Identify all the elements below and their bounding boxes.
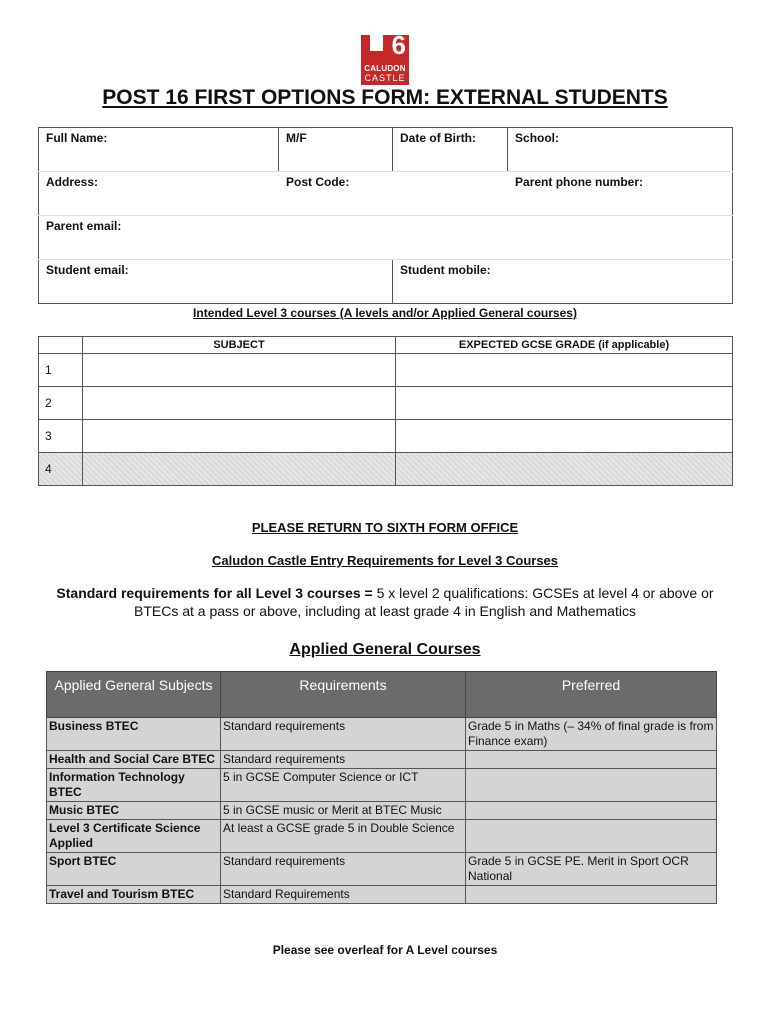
subject-cell: Level 3 Certificate Science Applied: [47, 820, 221, 853]
courses-header-subject: SUBJECT: [83, 337, 396, 354]
preferred-cell: [466, 886, 717, 904]
applied-general-table: [46, 671, 717, 904]
student-details-table: [38, 127, 733, 304]
course-subject-input[interactable]: [83, 387, 396, 420]
overleaf-note: Please see overleaf for A Level courses: [272, 943, 498, 957]
preferred-cell: [466, 751, 717, 769]
preferred-cell: Grade 5 in Maths (– 34% of final grade is from Finance exam): [466, 718, 717, 751]
course-row: [39, 354, 733, 387]
address-label: Address:: [46, 175, 99, 189]
parent-email-field[interactable]: [39, 216, 733, 260]
course-row-number: 4: [39, 453, 83, 486]
requirement-cell: At least a GCSE grade 5 in Double Science: [221, 820, 466, 853]
full-name-field[interactable]: [39, 128, 279, 172]
table-row: [47, 820, 717, 853]
course-grade-input[interactable]: [396, 387, 733, 420]
intended-courses-table: [38, 336, 733, 486]
gender-label: M/F: [286, 131, 307, 145]
school-field[interactable]: [508, 128, 733, 172]
parent-phone-label: Parent phone number:: [515, 175, 644, 189]
course-row-number: 3: [39, 420, 83, 453]
standard-requirements-text: [40, 584, 730, 620]
logo-notch: [370, 35, 383, 51]
courses-header-grade: EXPECTED GCSE GRADE (if applicable): [396, 337, 733, 354]
courses-header-number: [39, 337, 83, 354]
requirement-cell: 5 in GCSE Computer Science or ICT: [221, 769, 466, 802]
subject-cell: Travel and Tourism BTEC: [47, 886, 221, 904]
dob-label: Date of Birth:: [400, 131, 477, 145]
return-instruction: PLEASE RETURN TO SIXTH FORM OFFICE: [251, 520, 519, 535]
gender-field[interactable]: [279, 128, 393, 172]
table-row: [47, 853, 717, 886]
course-row-number: 1: [39, 354, 83, 387]
parent-email-label: Parent email:: [46, 219, 122, 233]
applied-header-requirements: Requirements: [221, 672, 466, 718]
subject-cell: Sport BTEC: [47, 853, 221, 886]
page-title: POST 16 FIRST OPTIONS FORM: EXTERNAL STUDENTS: [102, 86, 668, 109]
student-email-label: Student email:: [46, 263, 129, 277]
student-email-field[interactable]: [39, 260, 393, 304]
table-row: [47, 802, 717, 820]
preferred-cell: Grade 5 in GCSE PE. Merit in Sport OCR National: [466, 853, 717, 886]
requirement-cell: Standard requirements: [221, 718, 466, 751]
intended-courses-heading: Intended Level 3 courses (A levels and/or Applied General courses): [193, 306, 577, 320]
address-field[interactable]: [39, 172, 279, 216]
course-subject-input[interactable]: [83, 354, 396, 387]
subject-cell: Business BTEC: [47, 718, 221, 751]
course-row: [39, 420, 733, 453]
course-row-number: 2: [39, 387, 83, 420]
course-grade-input[interactable]: [396, 420, 733, 453]
preferred-cell: [466, 802, 717, 820]
school-logo: [361, 30, 409, 85]
course-grade-input[interactable]: [396, 453, 733, 486]
entry-requirements-heading: Caludon Castle Entry Requirements for Level 3 Courses: [211, 553, 559, 568]
logo-word-caludon: CALUDON: [364, 64, 406, 73]
student-mobile-field[interactable]: [393, 260, 733, 304]
applied-header-preferred: Preferred: [466, 672, 717, 718]
table-row: [47, 751, 717, 769]
subject-cell: Music BTEC: [47, 802, 221, 820]
requirement-cell: Standard Requirements: [221, 886, 466, 904]
requirement-cell: Standard requirements: [221, 751, 466, 769]
student-mobile-label: Student mobile:: [400, 263, 491, 277]
course-grade-input[interactable]: [396, 354, 733, 387]
table-row: [47, 769, 717, 802]
dob-field[interactable]: [393, 128, 508, 172]
standard-requirements-detail: 5 x level 2 qualifications: GCSEs at level 4 or above or BTECs at a pass or above, including at least grade 4 in English and Mathematics: [134, 585, 714, 619]
subject-cell: Information Technology BTEC: [47, 769, 221, 802]
preferred-cell: [466, 769, 717, 802]
school-label: School:: [515, 131, 560, 145]
standard-requirements-label: Standard requirements for all Level 3 courses =: [56, 585, 373, 601]
subject-cell: Health and Social Care BTEC: [47, 751, 221, 769]
logo-six: 6: [391, 30, 406, 60]
course-row: [39, 387, 733, 420]
preferred-cell: [466, 820, 717, 853]
applied-general-heading: Applied General Courses: [289, 641, 481, 658]
course-subject-input[interactable]: [83, 420, 396, 453]
post-code-label: Post Code:: [286, 175, 350, 189]
requirement-cell: Standard requirements: [221, 853, 466, 886]
applied-header-subjects: Applied General Subjects: [47, 672, 221, 718]
table-row: [47, 718, 717, 751]
course-subject-input[interactable]: [83, 453, 396, 486]
parent-phone-field[interactable]: [508, 172, 733, 216]
post-code-field[interactable]: [279, 172, 508, 216]
table-row: [47, 886, 717, 904]
logo-word-castle: CASTLE: [364, 73, 406, 83]
course-row: [39, 453, 733, 486]
requirement-cell: 5 in GCSE music or Merit at BTEC Music: [221, 802, 466, 820]
full-name-label: Full Name:: [46, 131, 108, 145]
